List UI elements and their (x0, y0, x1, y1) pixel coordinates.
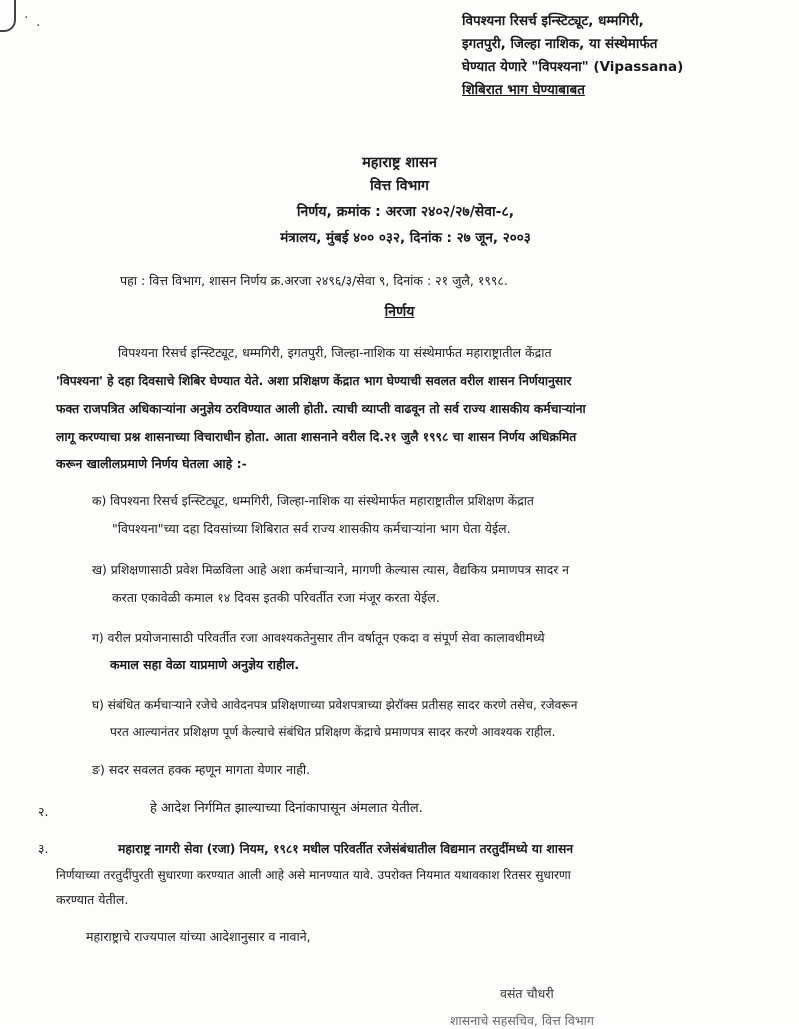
reference-line: पहा : वित्त विभाग, शासन निर्णय क्र.अरजा २४९६/३/सेवा ९, दिनांक : २१ जुलै, १९९८. (120, 273, 508, 288)
para-3-line: निर्णयाच्या तरतुदींपुरती सुधारणा करण्यात आली आहे असे मानण्यात यावे. उपरोक्त नियमात यथावकाश रितसर सुधारणा (56, 868, 571, 882)
clause-ga: ग) वरील प्रयोजनासाठी परिवर्तीत रजा आवश्यकतेनुसार तीन वर्षातून एकदा व संपूर्ण सेवा कालावधीमध्ये (92, 631, 545, 645)
address-date: मंत्रालय, मुंबई ४०० ०३२, दिनांक : २७ जून, २००३ (280, 230, 531, 246)
clause-kha: करता एकावेळी कमाल १४ दिवस इतकी परिवर्तीत रजा मंजूर करता येईल. (112, 590, 440, 605)
clause-kha: ख) प्रशिक्षणासाठी प्रवेश मिळविला आहे अशा कर्मचाऱ्याने, मागणी केल्यास त्यास, वैद्यकिय प्रमाणपत्र सादर न (92, 563, 569, 577)
scan-mark: . (24, 6, 29, 22)
para-3-line: महाराष्ट्र नागरी सेवा (रजा) नियम, १९८१ मधील परिवर्तीत रजेसंबंधातील विद्यमान तरतुदींमध्ये या शासन (118, 842, 574, 856)
clause-ka: "विपश्यना"च्या दहा दिवसांच्या शिबिरात सर्व राज्य शासकीय कर्मचाऱ्यांना भाग घेता येईल. (112, 521, 511, 536)
subject-block (462, 10, 782, 102)
department-name: वित्त विभाग (370, 178, 429, 194)
clause-gha: घ) संबंधित कर्मचाऱ्याने रजेचे आवेदनपत्र प्रशिक्षणाच्या प्रवेशपत्राच्या झेरॉक्स प्रतीसह सादर करणे तसेच, रजेवरून (92, 698, 578, 712)
clause-gha: परत आल्यानंतर प्रशिक्षण पूर्ण केल्याचे संबंधित प्रशिक्षण केंद्राचे प्रमाणपत्र सादर करणे आवश्यक राहील. (110, 725, 556, 739)
preamble-line: लागू करण्याचा प्रश्न शासनाच्या विचाराधीन होता. आता शासनाने वरील दि.२१ जुलै १९९८ चा शासन निर्णय अधिक्रमित (56, 430, 577, 444)
clause-ka: क) विपश्यना रिसर्च इन्स्टिट्यूट, धम्मगिरी, जिल्हा-नाशिक या संस्थेमार्फत महाराष्ट्रातील प्रशिक्षण केंद्रात (92, 494, 534, 508)
subject-line: शिबिरात भाग घेण्याबाबत (462, 82, 585, 98)
closing-line: महाराष्ट्राचे राज्यपाल यांच्या आदेशानुसार व नावाने, (86, 929, 311, 944)
scan-corner-mark (0, 0, 16, 32)
para-3-number: ३. (38, 841, 49, 856)
subject-line: इगतपुरी, जिल्हा नाशिक, या संस्थेमार्फत (462, 36, 658, 52)
preamble-line: करून खालीलप्रमाणे निर्णय घेतला आहे :- (56, 456, 247, 471)
signatory-name: वसंत चौधरी (500, 986, 554, 1001)
decision-heading: निर्णय (384, 304, 415, 320)
preamble-line: विपश्यना रिसर्च इन्स्टिट्यूट, धम्मगिरी, इगतपुरी, जिल्हा-नाशिक या संस्थेमार्फत महाराष्ट्रातील केंद्रात (118, 345, 552, 360)
preamble-line: फक्त राजपत्रित अधिकाऱ्यांना अनुज्ञेय ठरविण्यात आली होती. त्याची व्याप्ती वाढवून तो सर्व राज्य शासकीय कर्मचाऱ्यांना (56, 402, 586, 416)
preamble-line: 'विपश्यना' हे दहा दिवसाचे शिबिर घेण्यात येते. अशा प्रशिक्षण केंद्रात भाग घेण्याची सवलत वरील शासन निर्णयानुसार (56, 374, 572, 388)
para-3-line: करण्यात येतील. (56, 892, 129, 907)
government-name: महाराष्ट्र शासन (362, 155, 437, 171)
scan-mark: . (36, 14, 41, 30)
para-2-text: हे आदेश निर्गमित झाल्याच्या दिनांकापासून अंमलात येतील. (150, 801, 423, 816)
signatory-designation: शासनाचे सहसचिव, वित्त विभाग (450, 1013, 594, 1028)
para-2-number: २. (38, 804, 49, 819)
subject-line: विपश्यना रिसर्च इन्स्टिट्यूट, धम्मगिरी, (462, 13, 644, 29)
subject-line: घेण्यात येणारे "विपश्यना" (Vipassana) (462, 59, 684, 75)
gr-number: निर्णय, क्रमांक : अरजा २४०२/२७/सेवा-८, (296, 204, 515, 220)
clause-nga: ङ) सदर सवलत हक्क म्हणून मागता येणार नाही. (92, 762, 311, 777)
clause-ga: कमाल सहा वेळा याप्रमाणे अनुज्ञेय राहील. (110, 657, 300, 672)
